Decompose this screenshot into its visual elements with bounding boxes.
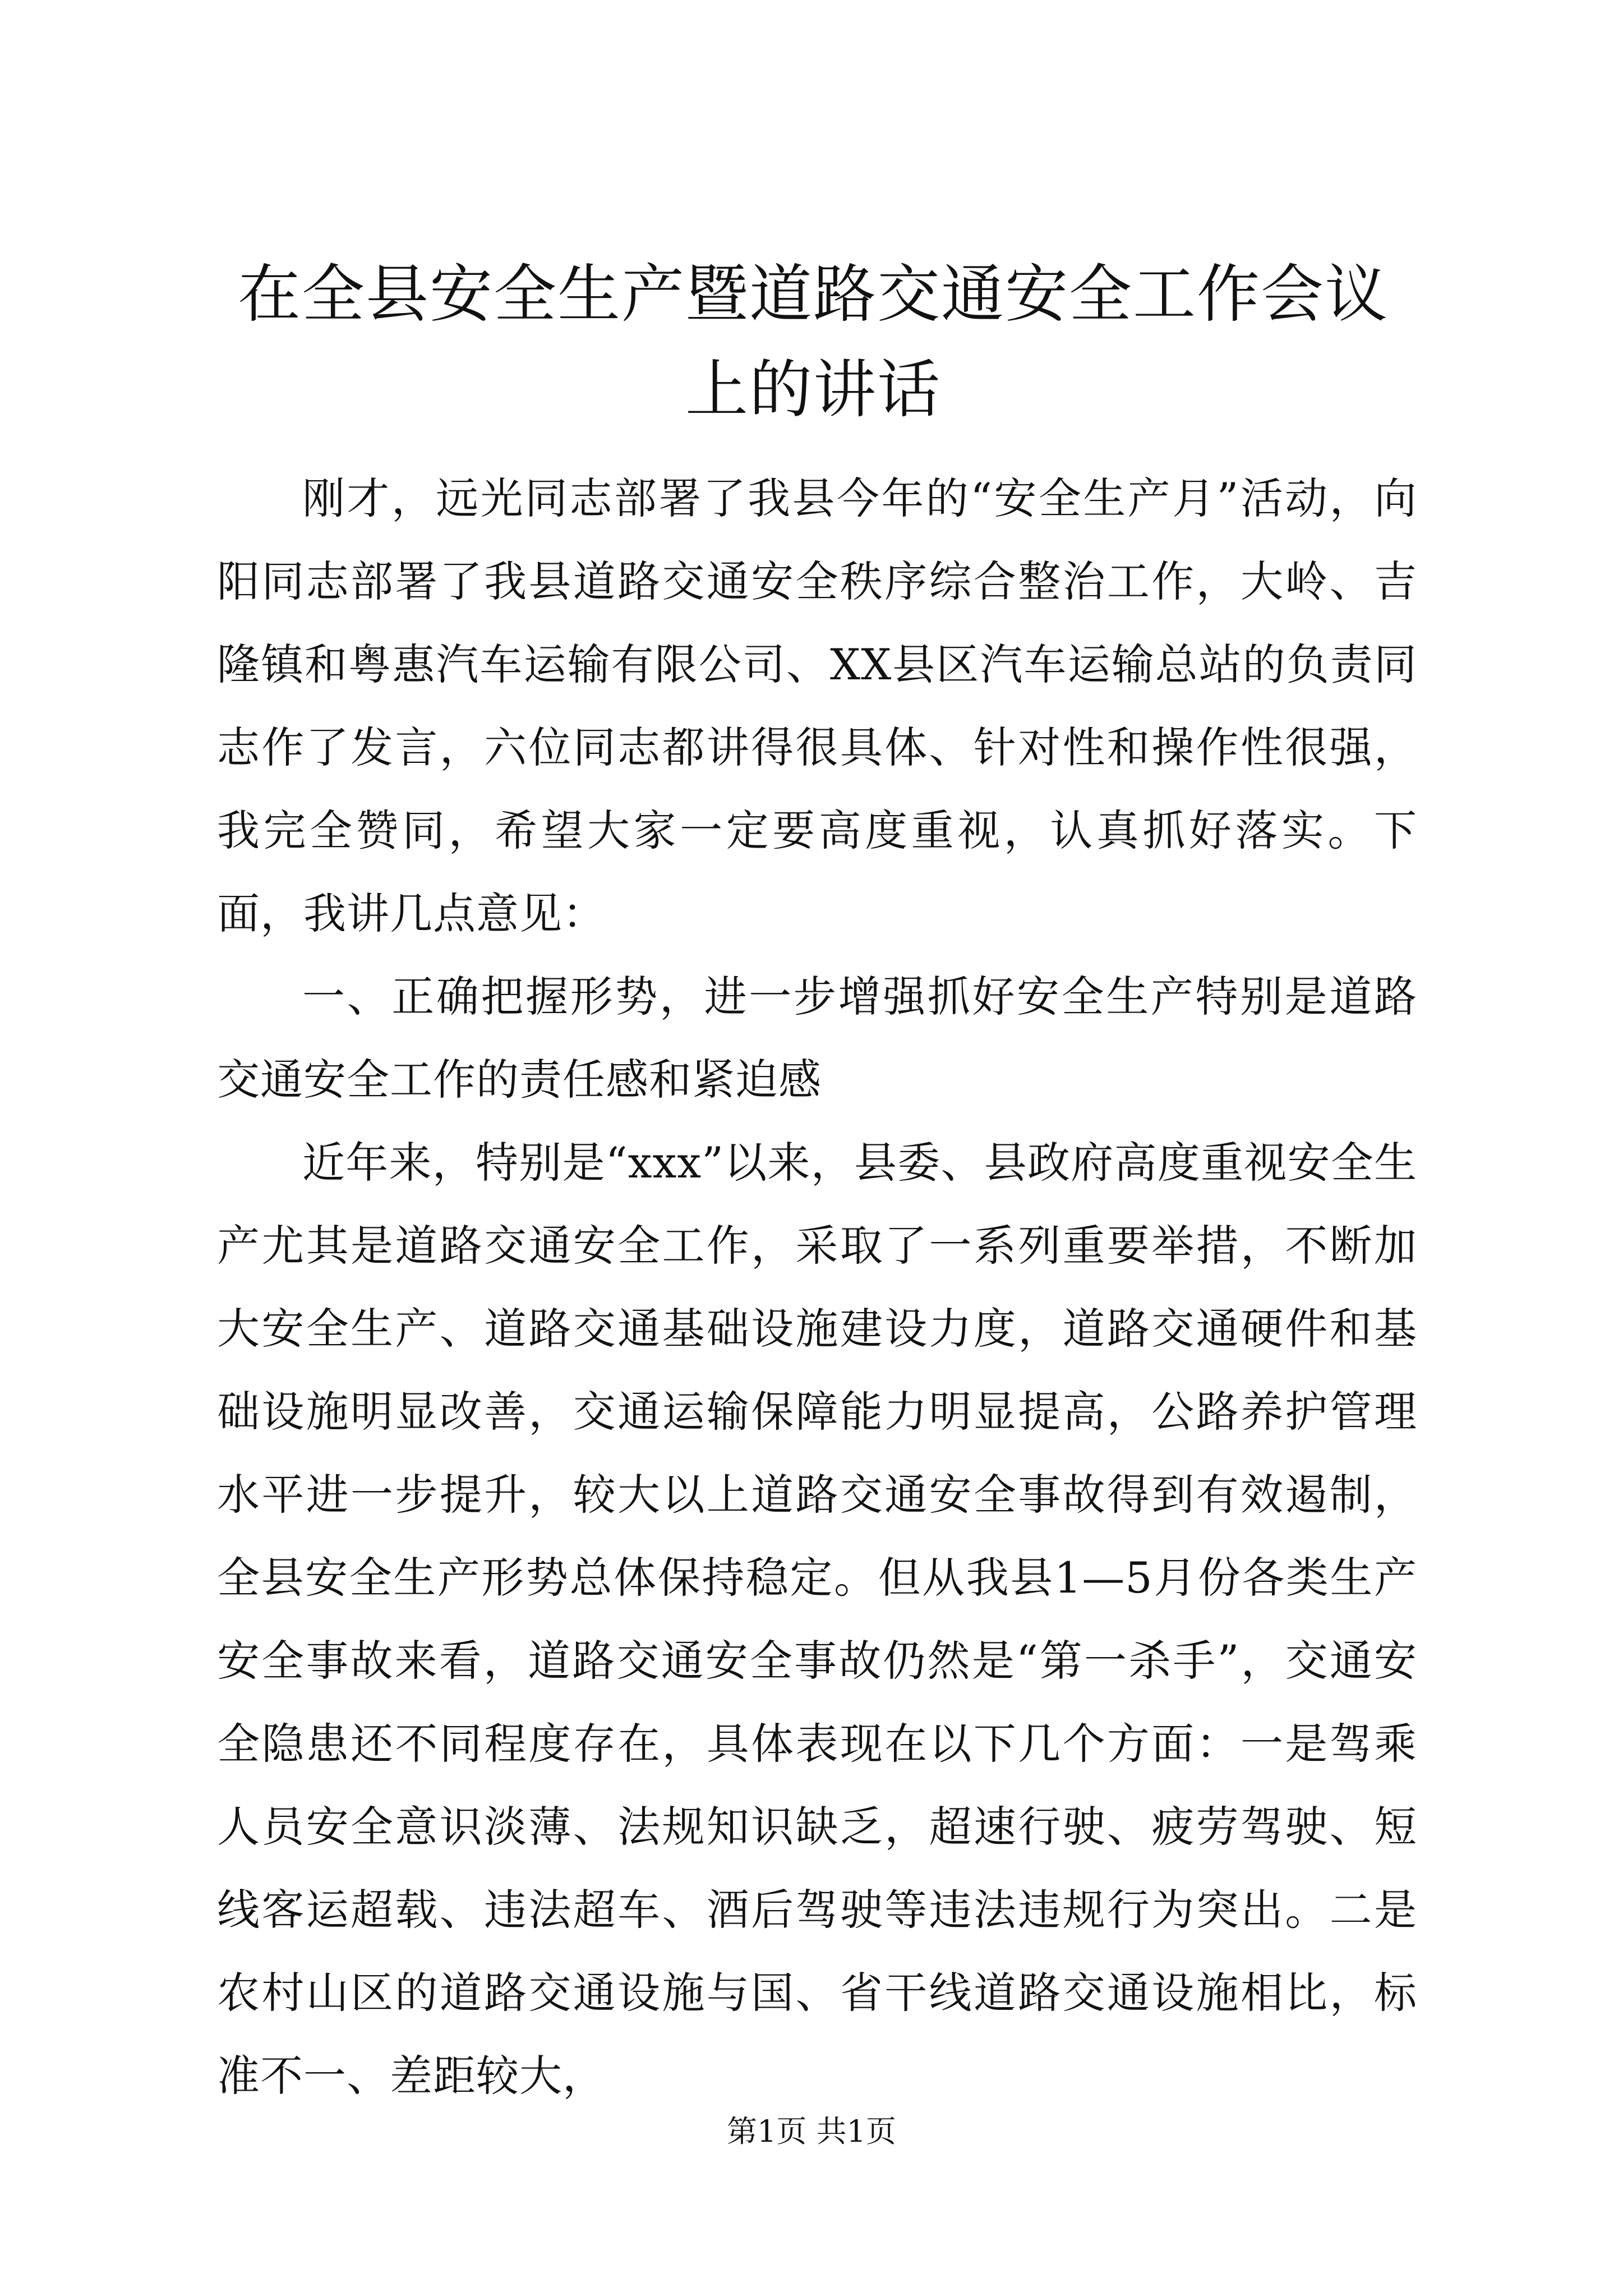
document-body xyxy=(217,457,1417,2118)
paragraph-intro: 刚才，远光同志部署了我县今年的“安全生产月”活动，向阳同志部署了我县道路交通安全秩序综合整治工作，大岭、吉隆镇和粤惠汽车运输有限公司、XX县区汽车运输总站的负责同志作了发言，六位同志都讲得很具体、针对性和操作性很强，我完全赞同，希望大家一定要高度重视，认真抓好落实。下面，我讲几点意见： xyxy=(217,473,1417,938)
document-title: 在全县安全生产暨道路交通安全工作会议上的讲话 xyxy=(238,258,1389,426)
page-footer: 第1页 共1页 xyxy=(727,2114,896,2149)
paragraph-section-heading: 一、正确把握形势，进一步增强抓好安全生产特别是道路交通安全工作的责任感和紧迫感 xyxy=(217,972,1417,1105)
paragraph-situation: 近年来，特别是“xxx”以来，县委、县政府高度重视安全生产尤其是道路交通安全工作，采取了一系列重要举措，不断加大安全生产、道路交通基础设施建设力度，道路交通硬件和基础设施明显改善，交通运输保障能力明显提高，公路养护管理水平进一步提升，较大以上道路交通安全事故得到有效遏制，全县安全生产形势总体保持稳定。但从我县1—5月份各类生产安全事故来看，道路交通安全事故仍然是“第一杀手”，交通安全隐患还不同程度存在，具体表现在以下几个方面：一是驾乘人员安全意识淡薄、法规知识缺乏，超速行驶、疲劳驾驶、短线客运超载、违法超车、酒后驾驶等违法违规行为突出。二是农村山区的道路交通设施与国、省干线道路交通设施相比，标准不一、差距较大， xyxy=(217,1138,1417,2101)
